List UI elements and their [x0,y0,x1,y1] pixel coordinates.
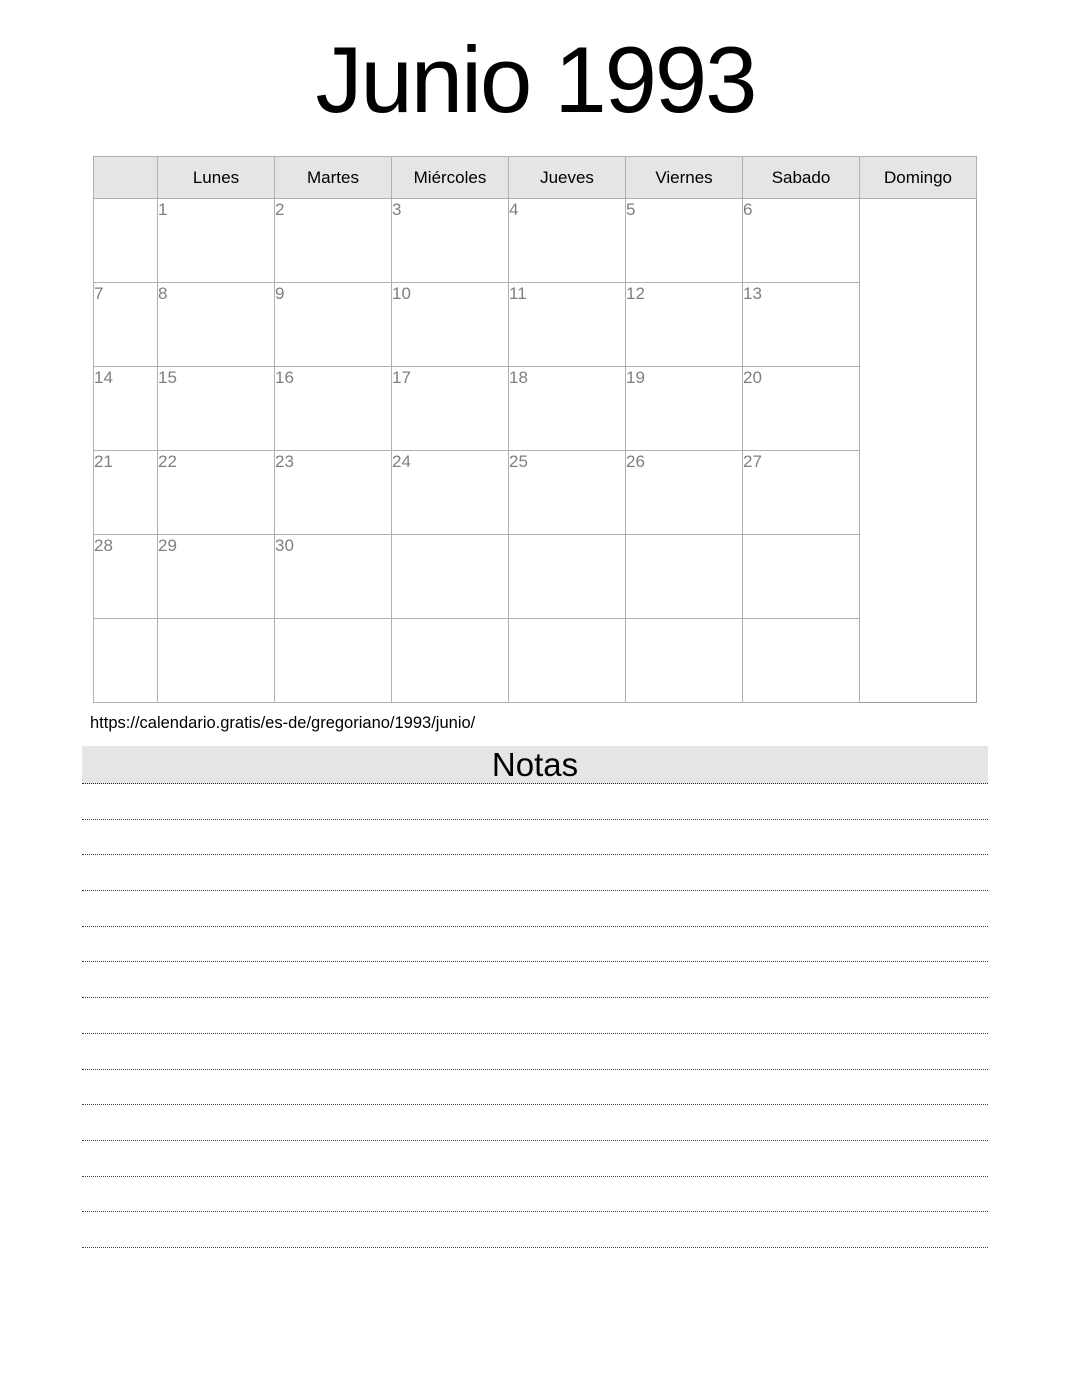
day-cell: 25 [509,451,626,535]
day-cell: 10 [392,283,509,367]
note-line [82,784,988,820]
weekday-header-miercoles: Miércoles [392,157,509,199]
day-cell [94,619,158,703]
day-cell [509,619,626,703]
weekday-header-domingo: Domingo [860,157,977,199]
note-line [82,1034,988,1070]
day-cell [743,535,860,619]
notes-header: Notas [82,746,988,784]
day-cell: 18 [509,367,626,451]
day-cell: 4 [509,199,626,283]
day-cell: 26 [626,451,743,535]
day-cell [626,535,743,619]
calendar-table [93,156,977,703]
day-cell [275,619,392,703]
day-cell [94,199,158,283]
day-cell: 16 [275,367,392,451]
day-cell: 30 [275,535,392,619]
day-cell: 28 [94,535,158,619]
day-cell: 11 [509,283,626,367]
note-line [82,998,988,1034]
note-line [82,1177,988,1213]
notes-lines [82,784,988,1248]
day-cell: 27 [743,451,860,535]
day-cell: 2 [275,199,392,283]
note-line [82,891,988,927]
day-cell: 6 [743,199,860,283]
week-row [94,619,977,703]
day-cell: 9 [275,283,392,367]
day-cell: 17 [392,367,509,451]
day-cell: 12 [626,283,743,367]
note-line [82,962,988,998]
day-cell: 24 [392,451,509,535]
day-cell: 13 [743,283,860,367]
day-cell: 8 [158,283,275,367]
week-row [94,283,977,367]
day-cell: 15 [158,367,275,451]
day-cell [743,619,860,703]
day-cell: 22 [158,451,275,535]
day-cell [392,619,509,703]
week-number-column [94,157,158,199]
day-cell: 29 [158,535,275,619]
day-cell [158,619,275,703]
day-cell [392,535,509,619]
day-cell: 23 [275,451,392,535]
note-line [82,1212,988,1248]
weekday-header-row [94,157,977,199]
day-cell: 1 [158,199,275,283]
day-cell: 5 [626,199,743,283]
note-line [82,1070,988,1106]
weekday-header-sabado: Sabado [743,157,860,199]
weekday-header-martes: Martes [275,157,392,199]
day-cell [509,535,626,619]
note-line [82,855,988,891]
day-cell: 14 [94,367,158,451]
week-row [94,451,977,535]
weekday-header-viernes: Viernes [626,157,743,199]
note-line [82,820,988,856]
note-line [82,1141,988,1177]
note-line [82,927,988,963]
week-row [94,535,977,619]
page-title: Junio 1993 [315,27,756,132]
day-cell: 7 [94,283,158,367]
day-cell: 20 [743,367,860,451]
weekday-header-lunes: Lunes [158,157,275,199]
note-line [82,1105,988,1141]
week-row [94,199,977,283]
weekday-header-jueves: Jueves [509,157,626,199]
day-cell [626,619,743,703]
day-cell: 21 [94,451,158,535]
week-row [94,367,977,451]
day-cell: 19 [626,367,743,451]
day-cell: 3 [392,199,509,283]
source-url-text: https://calendario.gratis/es-de/gregoriano/1993/junio/ [90,714,476,732]
